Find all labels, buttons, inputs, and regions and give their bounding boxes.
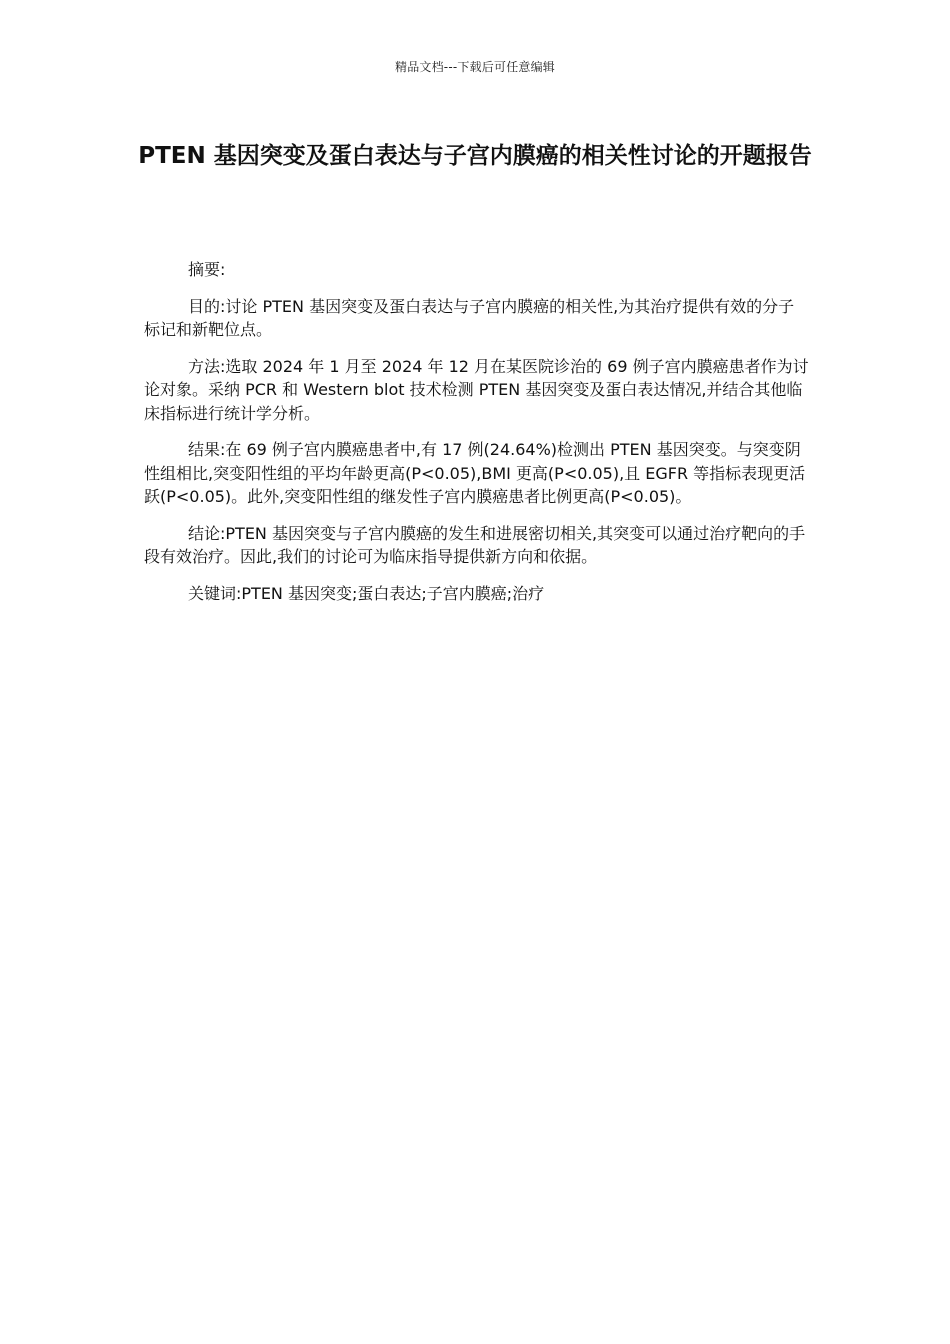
abstract-label: 摘要:: [188, 260, 226, 279]
document-title: PTEN 基因突变及蛋白表达与子宫内膜癌的相关性讨论的开题报告: [138, 143, 812, 169]
methods-paragraph: 方法:选取 2024 年 1 月至 2024 年 12 月在某医院诊治的 69 例子宫内膜癌患者作为讨论对象。采纳 PCR 和 Western blot 技术检测 PTEN 基因突变及蛋白表达情况,并结合其他临床指标进行统计学分析。: [144, 356, 809, 423]
header-note: 精品文档---下载后可任意编辑: [395, 60, 555, 74]
abstract-section: [144, 258, 809, 618]
results-paragraph: 结果:在 69 例子宫内膜癌患者中,有 17 例(24.64%)检测出 PTEN 基因突变。与突变阴性组相比,突变阳性组的平均年龄更高(P<0.05),BMI 更高(P<0.05),且 EGFR 等指标表现更活跃(P<0.05)。此外,突变阳性组的继发性子宫内膜癌患者比例更高(P<0.05)。: [144, 440, 806, 506]
conclusion-paragraph: 结论:PTEN 基因突变与子宫内膜癌的发生和进展密切相关,其突变可以通过治疗靶向的手段有效治疗。因此,我们的讨论可为临床指导提供新方向和依据。: [144, 523, 806, 566]
keywords-paragraph: 关键词:PTEN 基因突变;蛋白表达;子宫内膜癌;治疗: [188, 583, 545, 603]
objective-paragraph: 目的:讨论 PTEN 基因突变及蛋白表达与子宫内膜癌的相关性,为其治疗提供有效的分子标记和新靶位点。: [144, 296, 795, 339]
